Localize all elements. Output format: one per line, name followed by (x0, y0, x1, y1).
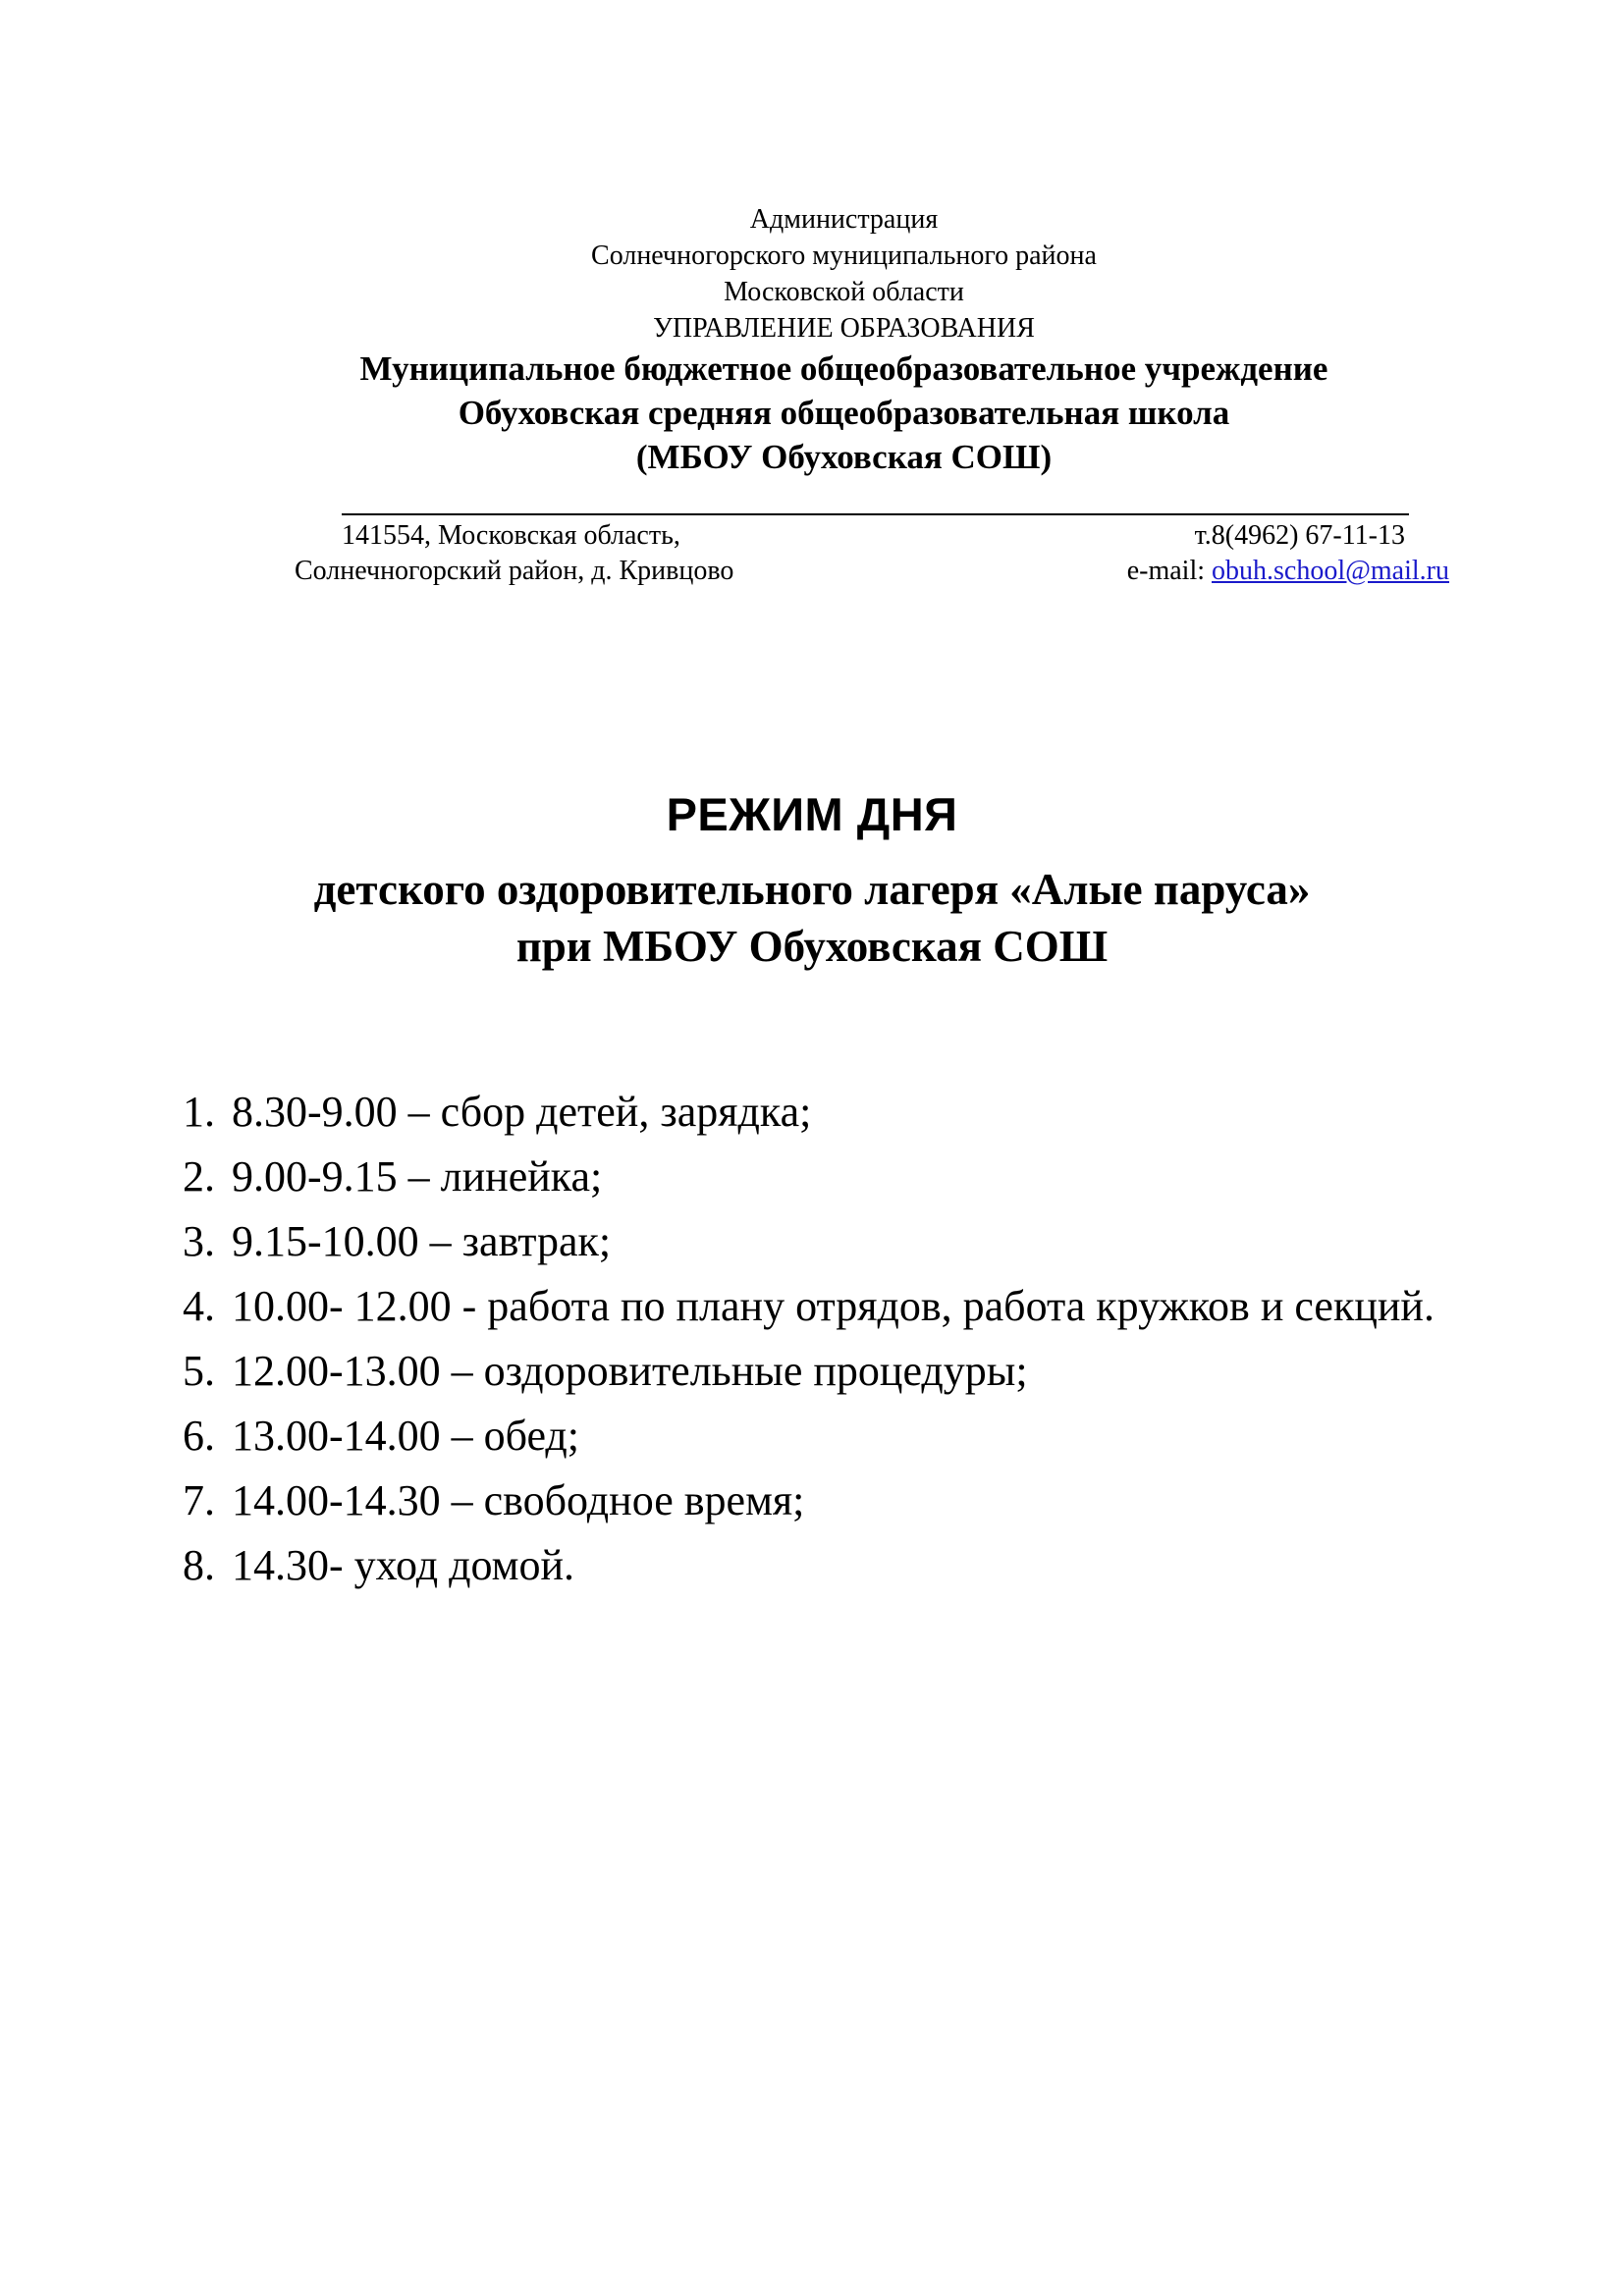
schedule-item-text: 9.00-9.15 – линейка; (232, 1152, 603, 1201)
email-label: e-mail: (1126, 556, 1213, 586)
schedule-item (183, 1145, 1518, 1209)
address-line-2: Солнечногорский район, д. Кривцово (295, 556, 734, 586)
schedule-item-text: 13.00-14.00 – обед; (232, 1412, 580, 1460)
document-subtitle-camp: детского оздоровительного лагеря «Алые паруса» (313, 865, 1311, 914)
letterhead-administration: Администрация (749, 204, 939, 235)
email-block (1127, 554, 1449, 589)
schedule-item-number: 3. (183, 1217, 215, 1265)
schedule-item-number: 6. (183, 1412, 215, 1460)
schedule-item-number: 5. (183, 1347, 215, 1395)
schedule-item (183, 1404, 1518, 1468)
schedule-item-text: 9.15-10.00 – завтрак; (232, 1217, 612, 1265)
schedule-item-number: 4. (183, 1282, 215, 1330)
schedule-item-text: 12.00-13.00 – оздоровительные процедуры; (232, 1347, 1028, 1395)
schedule-item (183, 1468, 1518, 1533)
schedule-item (183, 1274, 1518, 1339)
schedule-item-text: 14.00-14.30 – свободное время; (232, 1476, 805, 1524)
schedule-item-text: 8.30-9.00 – сбор детей, зарядка; (232, 1088, 812, 1136)
document-subtitle-school: при МБОУ Обуховская СОШ (515, 922, 1109, 971)
schedule-item-number: 7. (183, 1476, 215, 1524)
document-title: РЕЖИМ ДНЯ (666, 788, 958, 840)
letterhead-divider (342, 513, 1409, 515)
schedule-item-number: 2. (183, 1152, 215, 1201)
schedule-item-text: 10.00- 12.00 - работа по плану отрядов, работа кружков и секций. (232, 1282, 1435, 1330)
schedule-item (183, 1209, 1518, 1274)
letterhead-department: УПРАВЛЕНИЕ ОБРАЗОВАНИЯ (653, 313, 1035, 344)
letterhead (0, 201, 1624, 479)
schedule-item-text: 14.30- уход домой. (232, 1541, 575, 1589)
letterhead-region: Московской области (724, 277, 964, 307)
schedule-item (183, 1080, 1518, 1145)
schedule-item-number: 1. (183, 1088, 215, 1136)
schedule-list (183, 1080, 1518, 1598)
schedule-item (183, 1533, 1518, 1598)
email-link[interactable]: obuh.school@mail.ru (1212, 556, 1449, 586)
phone-number: т.8(4962) 67-11-13 (1194, 520, 1405, 551)
letterhead-school-name: Обуховская средняя общеобразовательная школа (458, 394, 1230, 432)
letterhead-district: Солнечногорского муниципального района (591, 240, 1097, 271)
schedule-item (183, 1339, 1518, 1404)
letterhead-institution-type: Муниципальное бюджетное общеобразовательное учреждение (359, 349, 1328, 388)
letterhead-school-abbrev: (МБОУ Обуховская СОШ) (635, 438, 1053, 476)
address-line-1: 141554, Московская область, (342, 520, 680, 551)
schedule-item-number: 8. (183, 1541, 215, 1589)
